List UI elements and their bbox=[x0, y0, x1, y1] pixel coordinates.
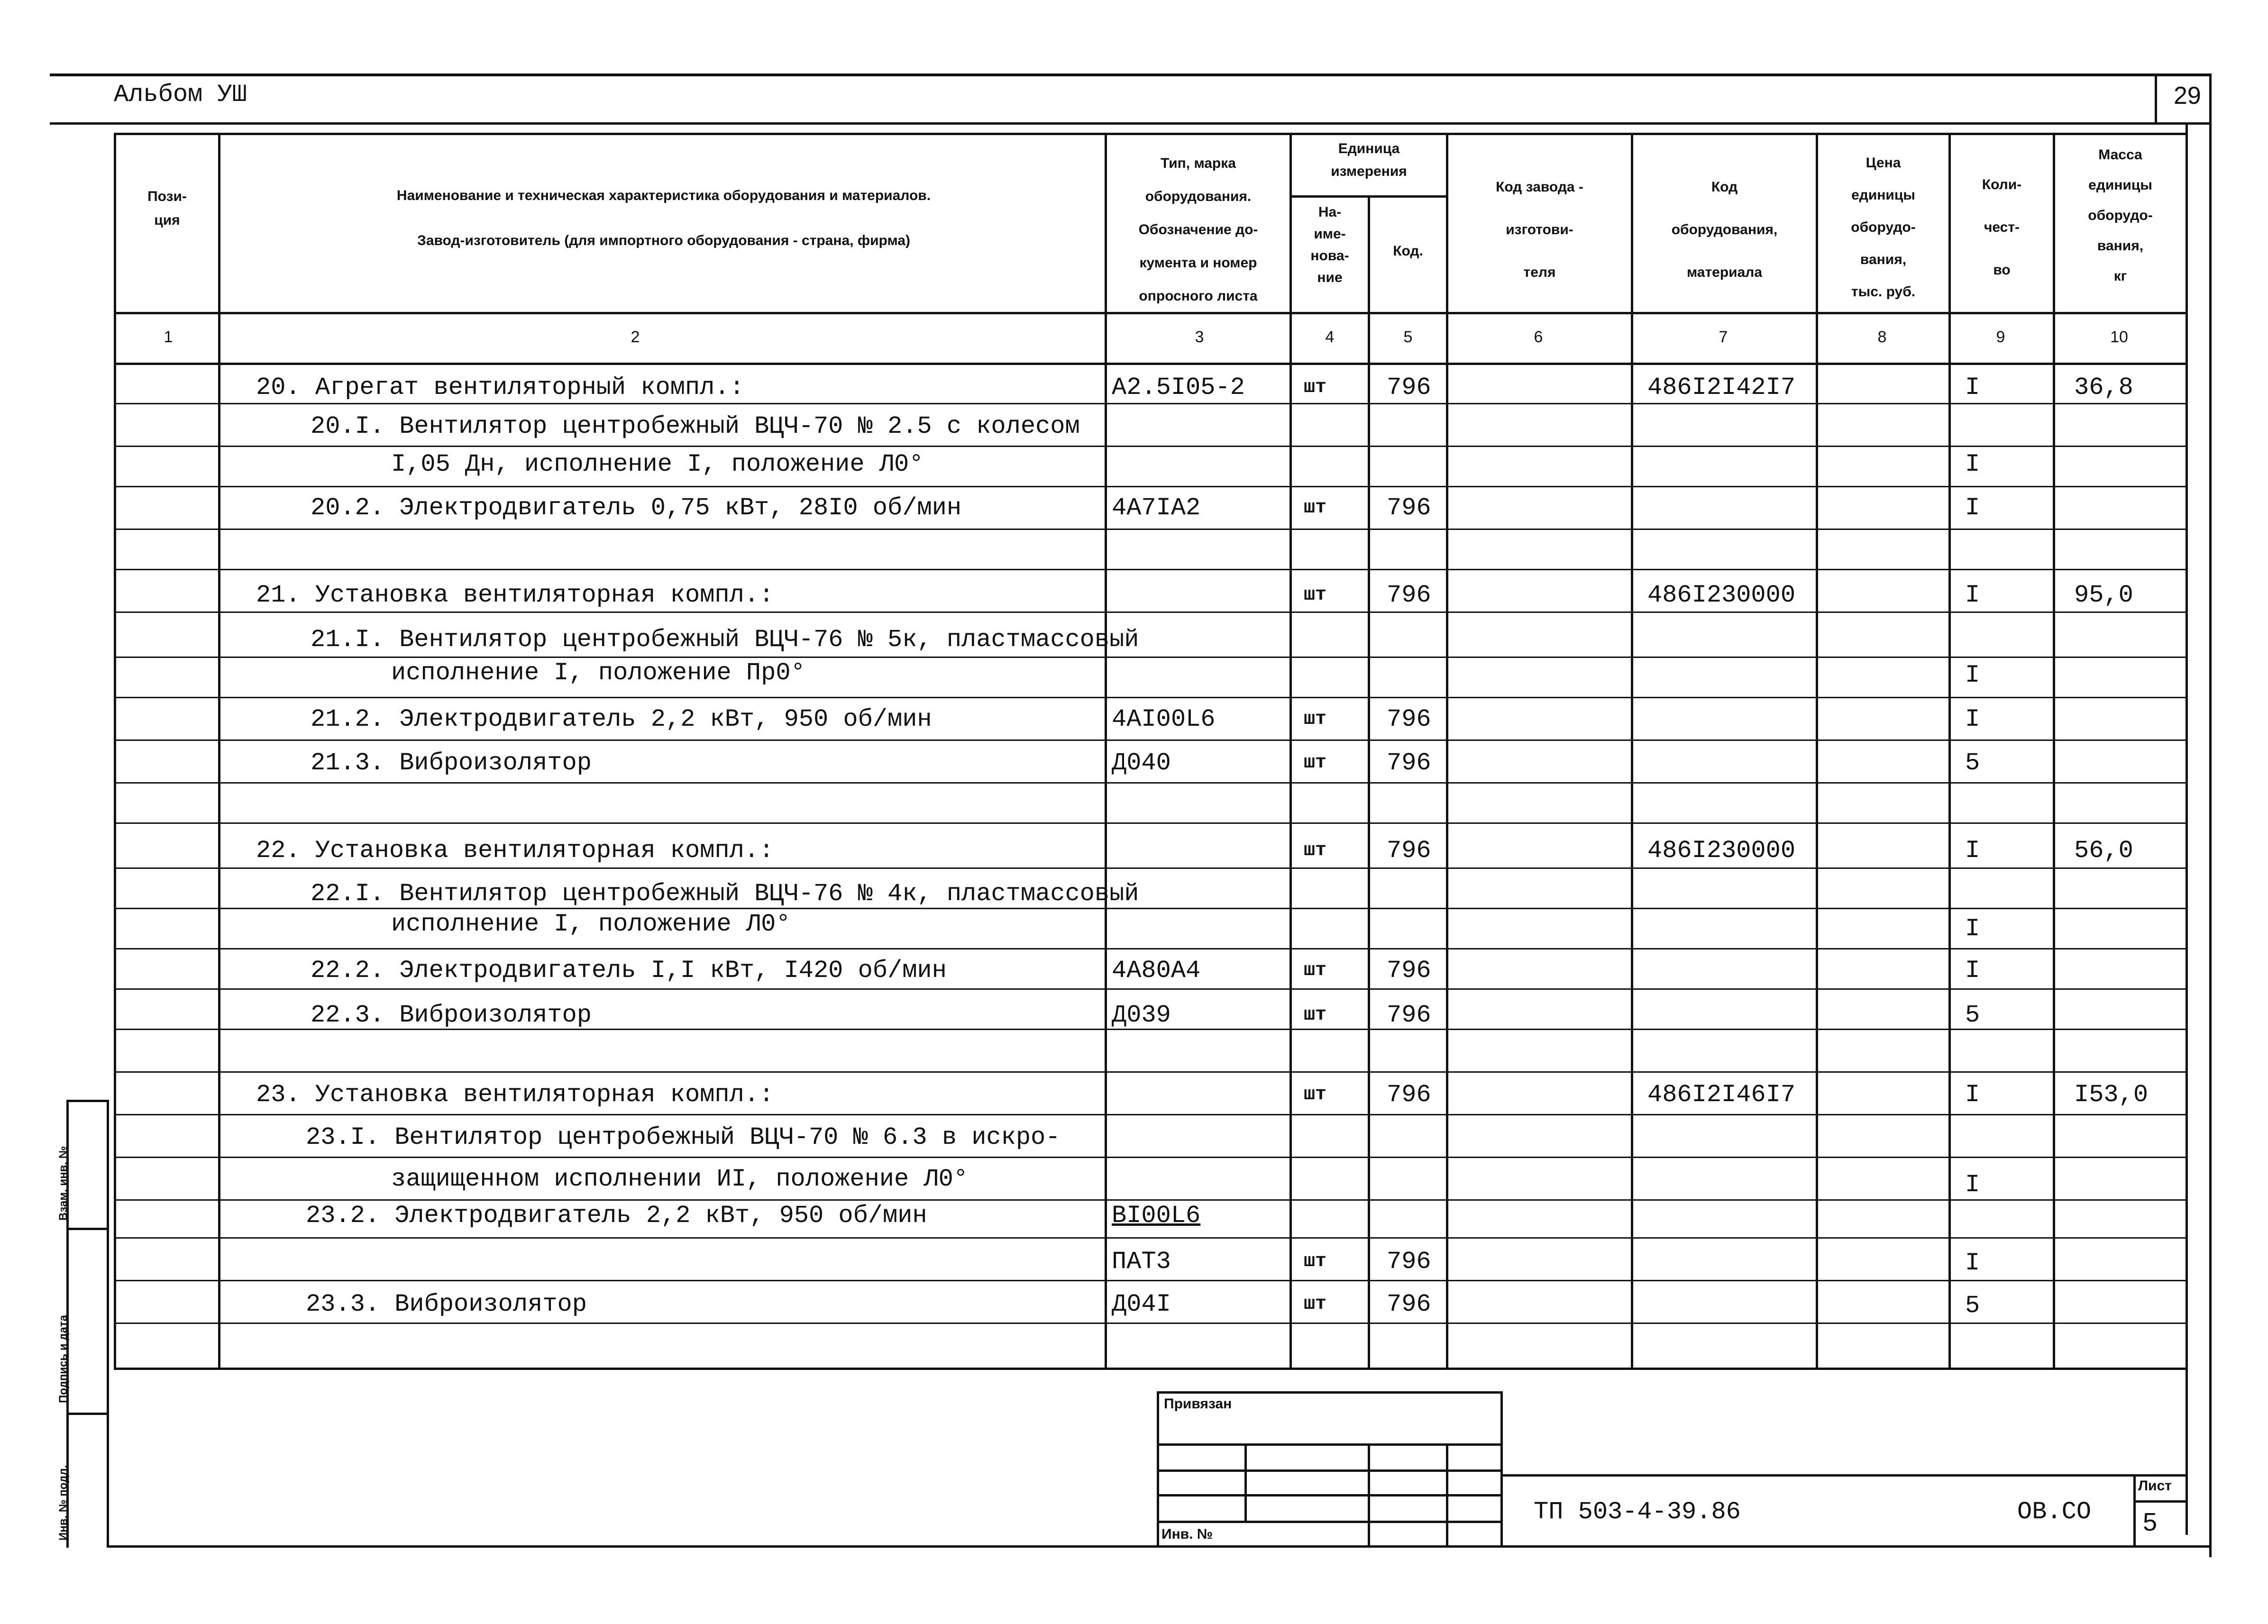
row-3-type: 4А7IА2 bbox=[1112, 494, 1201, 522]
row-14-code: 486I2I46I7 bbox=[1647, 1081, 1796, 1109]
row-15-name: 23.I. Вентилятор центробежный ВЦЧ-70 № 6.3 в искро- bbox=[306, 1123, 1061, 1151]
col-line-8 bbox=[1948, 133, 1951, 1370]
row-12-name: 22.2. Электродвигатель I,I кВт, I420 об/мин bbox=[311, 957, 947, 985]
hdr-price bbox=[1818, 147, 1948, 308]
hdr-code-l3: материала bbox=[1686, 265, 1763, 280]
row-13-qty: 5 bbox=[1965, 1001, 1980, 1029]
row-8-type: Д040 bbox=[1112, 749, 1171, 777]
row-7-qty: I bbox=[1965, 705, 1980, 733]
hdr-type-l3: Обозначение до- bbox=[1138, 222, 1258, 237]
row-11-qty: I bbox=[1965, 915, 1980, 943]
hdr-mass-l5: кг bbox=[2113, 268, 2127, 284]
hdr-factory-l1: Код завода - bbox=[1496, 179, 1583, 195]
row-rule-6 bbox=[114, 657, 2186, 658]
table-left bbox=[114, 133, 116, 1370]
row-8-name: 21.3. Виброизолятор bbox=[311, 749, 592, 777]
row-16-name: защищенном исполнении ИI, положение Л0° bbox=[391, 1165, 968, 1193]
row-3-unit: шт bbox=[1304, 497, 1327, 519]
side-sep-1 bbox=[66, 1228, 109, 1230]
hdr-unit-name bbox=[1292, 201, 1368, 289]
row-14-name: 23. Установка вентиляторная компл.: bbox=[256, 1081, 774, 1109]
row-16-qty: I bbox=[1965, 1171, 1980, 1199]
hdr-unit-name-l4: ние bbox=[1317, 270, 1343, 285]
hdr-price-l1: Цена bbox=[1866, 155, 1901, 171]
row-8-unit: шт bbox=[1304, 752, 1327, 774]
hdr-code-l1: Код bbox=[1711, 179, 1738, 195]
row-8-ucode: 796 bbox=[1387, 749, 1431, 777]
row-0-unit: шт bbox=[1304, 377, 1327, 398]
page-number: 29 bbox=[2174, 82, 2201, 109]
row-17-name: 23.2. Электродвигатель 2,2 кВт, 950 об/мин bbox=[306, 1202, 927, 1230]
hdr-type bbox=[1107, 147, 1289, 313]
row-0-ucode: 796 bbox=[1387, 374, 1431, 401]
row-9-ucode: 796 bbox=[1387, 837, 1431, 865]
hdr-code bbox=[1633, 166, 1816, 294]
row-8-qty: 5 bbox=[1965, 749, 1980, 777]
row-0-code: 486I2I42I7 bbox=[1647, 374, 1796, 401]
hdr-name-l1: Наименование и техническая характеристика оборудования и материалов. bbox=[396, 188, 931, 203]
row-rule-21 bbox=[114, 1280, 2186, 1281]
hdr-type-l2: оборудования. bbox=[1145, 189, 1252, 204]
hdr-mass-l3: оборудо- bbox=[2088, 208, 2153, 223]
row-0-name: 20. Агрегат вентиляторный компл.: bbox=[256, 374, 744, 401]
row-rule-0 bbox=[114, 403, 2186, 404]
row-12-qty: I bbox=[1965, 957, 1980, 985]
colnum-8: 8 bbox=[1877, 328, 1887, 346]
colnum-bottom bbox=[114, 363, 2186, 365]
row-19-name: 23.3. Виброизолятор bbox=[306, 1290, 587, 1318]
hdr-qty-l1: Коли- bbox=[1982, 177, 2022, 192]
sheet-number: 5 bbox=[2143, 1508, 2158, 1536]
colnum-10: 10 bbox=[2110, 328, 2128, 346]
hdr-factory-l3: теля bbox=[1523, 265, 1556, 280]
row-19-unit: шт bbox=[1304, 1294, 1327, 1315]
col-line-5 bbox=[1446, 133, 1448, 1370]
row-rule-2 bbox=[114, 486, 2186, 487]
row-2-name: I,05 Дн, исполнение I, положение Л0° bbox=[391, 450, 924, 478]
doc-code: ТП 503-4-39.86 bbox=[1534, 1498, 1741, 1526]
hdr-unit-name-l1: На- bbox=[1318, 204, 1342, 220]
row-rule-12 bbox=[114, 908, 2186, 909]
hdr-code-l2: оборудования, bbox=[1671, 222, 1778, 237]
row-12-type: 4А80А4 bbox=[1112, 957, 1201, 985]
stamp-h3 bbox=[1157, 1494, 1503, 1496]
hdr-unit bbox=[1292, 137, 1446, 183]
stamp-attached: Привязан bbox=[1164, 1396, 1232, 1412]
hdr-factory bbox=[1448, 166, 1631, 294]
row-6-qty: I bbox=[1965, 661, 1980, 689]
row-5-name: 21.I. Вентилятор центробежный ВЦЧ-76 № 5к, пластмассовый bbox=[311, 626, 1139, 654]
row-rule-9 bbox=[114, 782, 2186, 784]
hdr-unit-name-l2: име- bbox=[1314, 226, 1346, 242]
row-18-ucode: 796 bbox=[1387, 1248, 1431, 1276]
stamp-h1 bbox=[1157, 1443, 1503, 1446]
hdr-type-l1: Тип, марка bbox=[1161, 155, 1236, 171]
row-rule-1 bbox=[114, 446, 2186, 447]
hdr-pos-l1: Пози- bbox=[147, 189, 187, 204]
row-rule-7 bbox=[114, 697, 2186, 698]
colnum-1: 1 bbox=[164, 328, 173, 346]
row-rule-16 bbox=[114, 1071, 2186, 1073]
album-title: Альбом УШ bbox=[114, 81, 247, 109]
row-rule-3 bbox=[114, 529, 2186, 530]
col-line-1 bbox=[218, 133, 220, 1370]
row-rule-11 bbox=[114, 867, 2186, 869]
table-bottom bbox=[114, 1368, 2186, 1370]
hdr-unit-code: Код. bbox=[1393, 243, 1423, 259]
col-line-3 bbox=[1289, 133, 1292, 1370]
row-11-name: исполнение I, положение Л0° bbox=[391, 910, 791, 938]
colnum-4: 4 bbox=[1325, 328, 1335, 346]
row-7-ucode: 796 bbox=[1387, 705, 1431, 733]
hdr-price-l2: единицы bbox=[1851, 187, 1915, 203]
row-14-ucode: 796 bbox=[1387, 1081, 1431, 1109]
frame-left-bottom bbox=[107, 1368, 109, 1548]
row-2-qty: I bbox=[1965, 450, 1980, 478]
row-14-unit: шт bbox=[1304, 1084, 1327, 1105]
side-text-2: Подпись и дата bbox=[57, 1315, 70, 1403]
row-9-qty: I bbox=[1965, 837, 1980, 865]
colnum-3: 3 bbox=[1195, 328, 1204, 346]
hdr-mass-l4: вания, bbox=[2097, 238, 2144, 254]
row-9-code: 486I230000 bbox=[1647, 837, 1796, 865]
row-14-qty: I bbox=[1965, 1081, 1980, 1109]
row-9-name: 22. Установка вентиляторная компл.: bbox=[256, 837, 774, 865]
row-rule-14 bbox=[114, 988, 2186, 990]
album-rule bbox=[50, 122, 2212, 125]
row-0-mass: 36,8 bbox=[2074, 374, 2133, 401]
row-14-mass: I53,0 bbox=[2074, 1081, 2149, 1109]
row-4-mass: 95,0 bbox=[2074, 581, 2133, 609]
row-4-name: 21. Установка вентиляторная компл.: bbox=[256, 581, 774, 609]
colnum-6: 6 bbox=[1534, 328, 1543, 346]
colnum-5: 5 bbox=[1403, 328, 1413, 346]
row-13-unit: шт bbox=[1304, 1004, 1327, 1026]
row-9-unit: шт bbox=[1304, 840, 1327, 861]
colnum-2: 2 bbox=[631, 328, 640, 346]
right-border bbox=[2209, 73, 2212, 1557]
side-right bbox=[107, 1100, 109, 1370]
side-text-3: Инв. № подл. bbox=[57, 1465, 70, 1541]
row-13-name: 22.3. Виброизолятор bbox=[311, 1001, 592, 1029]
hdr-name-l2: Завод-изготовитель (для импортного оборудования - страна, фирма) bbox=[417, 233, 910, 248]
hdr-pos bbox=[116, 185, 218, 232]
frame-bottom bbox=[107, 1545, 2212, 1548]
side-text-1: Взам. инв. № bbox=[57, 1146, 70, 1221]
sheet-code: ОВ.СО bbox=[2017, 1498, 2092, 1526]
hdr-type-l5: опросного листа bbox=[1139, 288, 1258, 304]
row-6-name: исполнение I, положение Пр0° bbox=[391, 659, 805, 687]
col-line-2 bbox=[1105, 133, 1107, 1370]
row-0-type: А2.5I05-2 bbox=[1112, 374, 1245, 401]
row-9-mass: 56,0 bbox=[2074, 837, 2133, 865]
top-rule bbox=[50, 73, 2212, 76]
stamp-top bbox=[1157, 1391, 1503, 1394]
hdr-price-l3: оборудо- bbox=[1851, 219, 1916, 235]
row-13-type: Д039 bbox=[1112, 1001, 1171, 1029]
table-top bbox=[114, 133, 2186, 135]
sheet-box-sep bbox=[2133, 1500, 2186, 1503]
row-4-unit: шт bbox=[1304, 584, 1327, 606]
row-4-code: 486I230000 bbox=[1647, 581, 1796, 609]
row-3-qty: I bbox=[1965, 494, 1980, 522]
hdr-price-l4: вания, bbox=[1860, 252, 1907, 267]
row-0-qty: I bbox=[1965, 374, 1980, 401]
row-rule-18 bbox=[114, 1157, 2186, 1158]
colnum-9: 9 bbox=[1996, 328, 2005, 346]
hdr-price-l5: тыс. руб. bbox=[1851, 284, 1916, 300]
hdr-mass-l1: Масса bbox=[2098, 147, 2142, 163]
colnum-7: 7 bbox=[1719, 328, 1728, 346]
docline bbox=[1500, 1474, 2186, 1477]
col-line-9 bbox=[2053, 133, 2055, 1370]
hdr-unit-l1: Единица bbox=[1338, 141, 1400, 156]
row-rule-4 bbox=[114, 569, 2186, 570]
row-12-unit: шт bbox=[1304, 960, 1327, 981]
sheet-label: Лист bbox=[2138, 1478, 2172, 1494]
hdr-factory-l2: изготови- bbox=[1506, 222, 1573, 237]
hdr-mass bbox=[2055, 140, 2186, 292]
row-rule-5 bbox=[114, 611, 2186, 613]
row-10-name: 22.I. Вентилятор центробежный ВЦЧ-76 № 4к, пластмассовый bbox=[311, 880, 1139, 908]
row-18-qty: I bbox=[1965, 1249, 1980, 1277]
hdr-qty-l3: во bbox=[1993, 262, 2011, 278]
hdr-unit-name-l3: нова- bbox=[1310, 248, 1349, 264]
stamp-v2 bbox=[1368, 1443, 1370, 1545]
hdr-qty bbox=[1951, 164, 2053, 292]
row-17-type: ВI00L6 bbox=[1112, 1202, 1201, 1230]
col-line-6 bbox=[1631, 133, 1633, 1370]
row-rule-8 bbox=[114, 739, 2186, 741]
col-line-7 bbox=[1816, 133, 1818, 1370]
hdr-name bbox=[223, 173, 1105, 263]
row-7-unit: шт bbox=[1304, 709, 1327, 730]
table-right bbox=[2186, 122, 2188, 1535]
hdr-unit-l2: измерения bbox=[1331, 164, 1407, 179]
row-4-qty: I bbox=[1965, 581, 1980, 609]
row-rule-17 bbox=[114, 1114, 2186, 1115]
row-13-ucode: 796 bbox=[1387, 1001, 1431, 1029]
row-1-name: 20.I. Вентилятор центробежный ВЦЧ-70 № 2.5 с колесом bbox=[311, 412, 1080, 440]
sheet-box-left bbox=[2133, 1474, 2136, 1548]
row-rule-10 bbox=[114, 822, 2186, 824]
hdr-type-l4: кумента и номер bbox=[1139, 255, 1257, 271]
side-sep-2 bbox=[66, 1413, 109, 1415]
stamp-inv: Инв. № bbox=[1161, 1526, 1213, 1542]
row-4-ucode: 796 bbox=[1387, 581, 1431, 609]
hdr-mass-l2: единицы bbox=[2088, 177, 2152, 193]
row-7-type: 4АI00L6 bbox=[1112, 705, 1216, 733]
row-19-ucode: 796 bbox=[1387, 1290, 1431, 1318]
row-19-qty: 5 bbox=[1965, 1292, 1980, 1320]
row-3-ucode: 796 bbox=[1387, 494, 1431, 522]
row-18-unit: шт bbox=[1304, 1251, 1327, 1272]
stamp-h2 bbox=[1157, 1469, 1503, 1472]
row-12-ucode: 796 bbox=[1387, 957, 1431, 985]
row-rule-20 bbox=[114, 1237, 2186, 1239]
row-7-name: 21.2. Электродвигатель 2,2 кВт, 950 об/мин bbox=[311, 705, 932, 733]
side-top bbox=[66, 1100, 109, 1102]
row-rule-13 bbox=[114, 948, 2186, 949]
row-18-type: ПАТ3 bbox=[1112, 1248, 1171, 1276]
stamp-h4 bbox=[1157, 1521, 1503, 1523]
row-3-name: 20.2. Электродвигатель 0,75 кВт, 28I0 об/мин bbox=[311, 494, 962, 522]
stamp-v1 bbox=[1244, 1443, 1247, 1522]
row-19-type: Д04I bbox=[1112, 1290, 1171, 1318]
row-rule-22 bbox=[114, 1323, 2186, 1324]
hdr-qty-l2: чест- bbox=[1984, 219, 2020, 235]
stamp-v3 bbox=[1446, 1443, 1448, 1545]
hdr-pos-l2: ция bbox=[154, 212, 180, 228]
page-box-line bbox=[2155, 73, 2157, 125]
row-rule-19 bbox=[114, 1199, 2186, 1201]
